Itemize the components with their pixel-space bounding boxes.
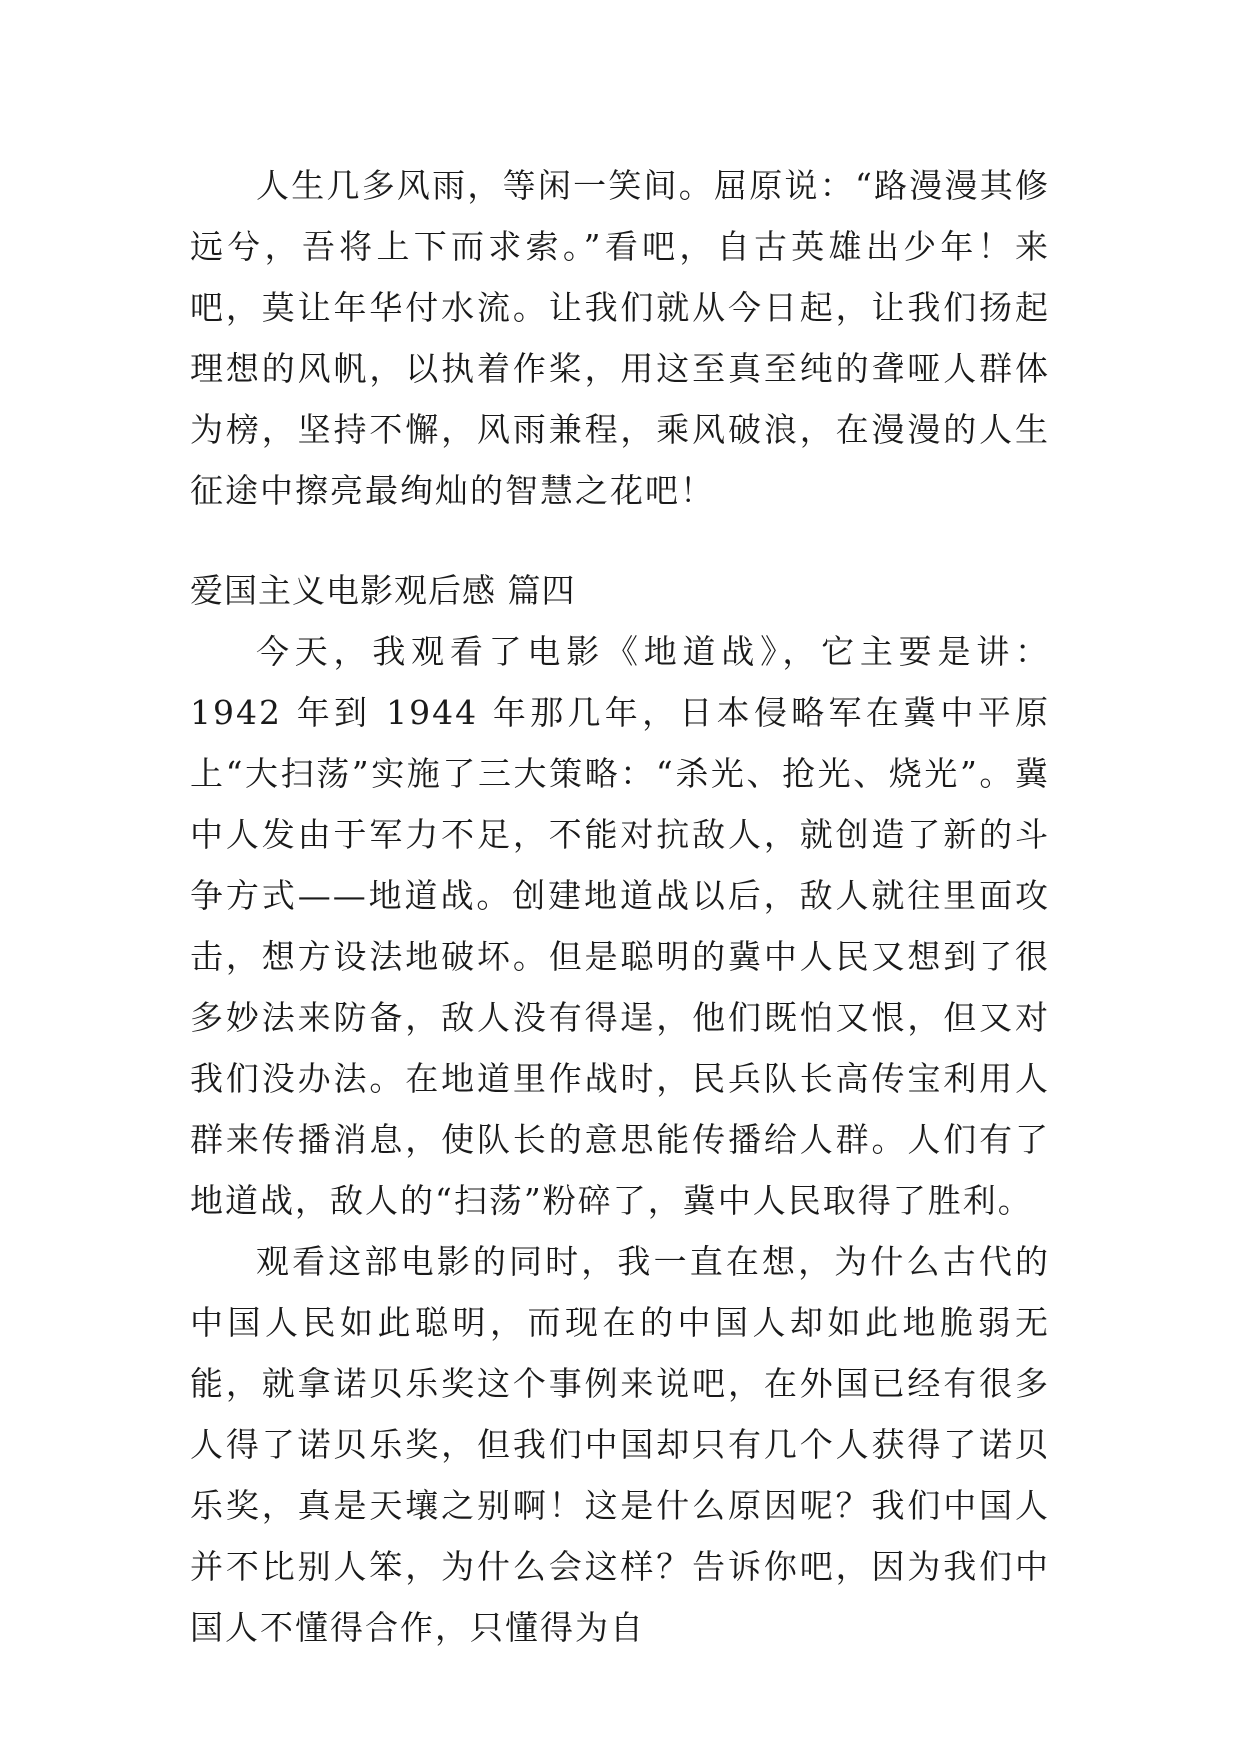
section-b-body bbox=[190, 621, 1050, 1658]
section-b-header bbox=[190, 560, 1050, 621]
paragraph-ambition: 人生几多风雨，等闲一笑间。屈原说：“路漫漫其修远兮，吾将上下而求索。”看吧，自古英雄出少年！来吧，莫让年华付水流。让我们就从今日起，让我们扬起理想的风帆，以执着作桨，用这至真至纯的聋哑人群体为榜，坚持不懈，风雨兼程，乘风破浪，在漫漫的人生征途中擦亮最绚灿的智慧之花吧！ bbox=[190, 166, 1050, 510]
section-a bbox=[190, 155, 1050, 521]
section-heading: 爱国主义电影观后感 篇四 bbox=[190, 571, 576, 610]
paragraph-tunnel-war: 今天，我观看了电影《地道战》，它主要是讲：1942 年到 1944 年那几年，日本侵略军在冀中平原上“大扫荡”实施了三大策略：“杀光、抢光、烧光”。冀中人发由于军力不足，不能对抗敌人，就创造了新的斗争方式——地道战。创建地道战以后，敌人就往里面攻击，想方设法地破坏。但是聪明的冀中人民又想到了很多妙法来防备，敌人没有得逞，他们既怕又恨，但又对我们没办法。在地道里作战时，民兵队长高传宝利用人群来传播消息，使队长的意思能传播给人群。人们有了地道战，敌人的“扫荡”粉碎了，冀中人民取得了胜利。 bbox=[190, 632, 1050, 1220]
paragraph-reflection: 观看这部电影的同时，我一直在想，为什么古代的中国人民如此聪明，而现在的中国人却如此地脆弱无能，就拿诺贝乐奖这个事例来说吧，在外国已经有很多人得了诺贝乐奖，但我们中国却只有几个人获得了诺贝乐奖，真是天壤之别啊！这是什么原因呢？我们中国人并不比别人笨，为什么会这样？告诉你吧，因为我们中国人不懂得合作，只懂得为自 bbox=[190, 1242, 1050, 1647]
